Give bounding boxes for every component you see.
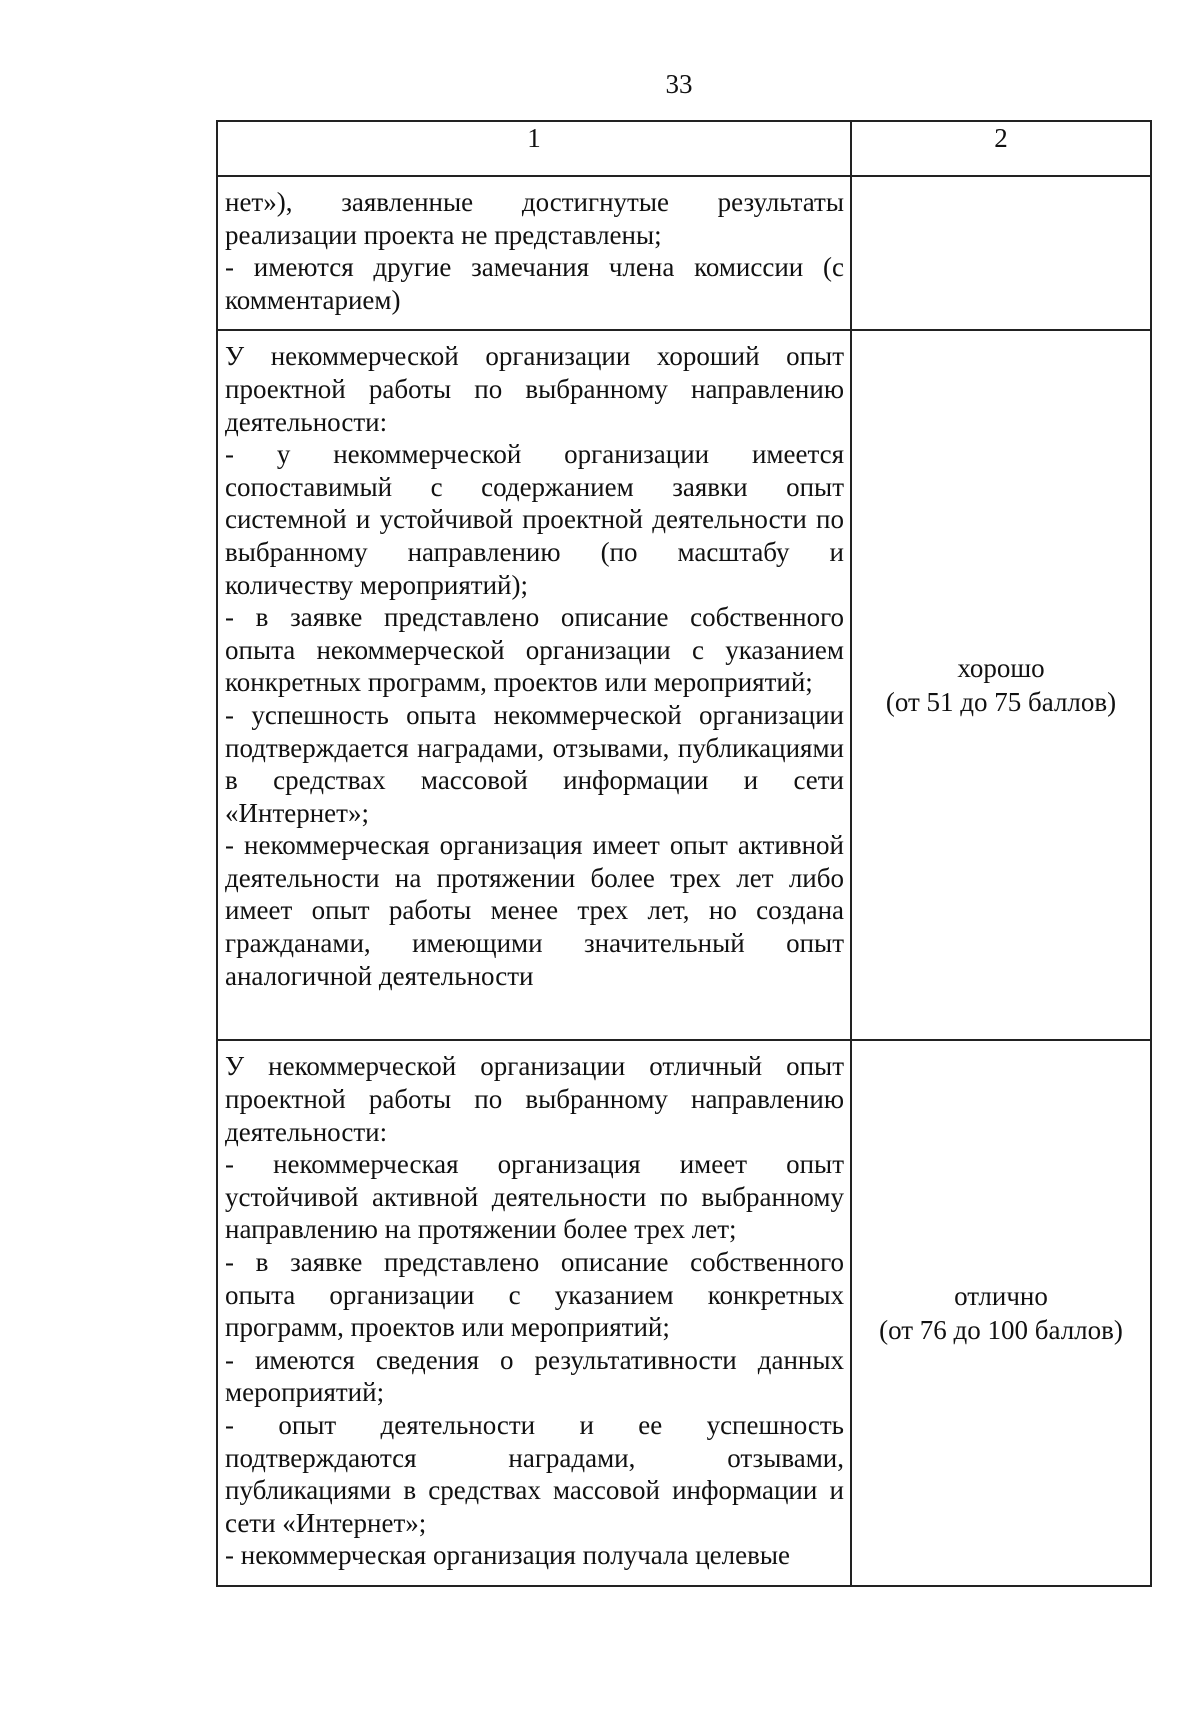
criteria-description-cell bbox=[217, 1040, 851, 1586]
rating-range: (от 51 до 75 баллов) bbox=[885, 687, 1117, 718]
criteria-description-cell bbox=[217, 176, 851, 330]
criteria-paragraph: У некоммерческой организации хороший опыт проектной работы по выбранному направлению деятельности: bbox=[225, 341, 844, 437]
criteria-description-cell bbox=[217, 330, 851, 1040]
criteria-table bbox=[216, 120, 1152, 1587]
criteria-paragraph: - в заявке представлено описание собственного опыта организации с указанием конкретных программ, проектов или мероприятий; bbox=[225, 1246, 844, 1343]
table-row bbox=[217, 1040, 1151, 1586]
rating-range: (от 76 до 100 баллов) bbox=[879, 1315, 1123, 1346]
rating-cell bbox=[851, 330, 1151, 1040]
rating-label: хорошо bbox=[957, 653, 1045, 684]
criteria-paragraph: - успешность опыта некоммерческой организации подтверждается наградами, отзывами, публикациями в средствах массовой информации и сети «Интернет»; bbox=[225, 699, 844, 828]
table-row bbox=[217, 330, 1151, 1040]
criteria-paragraph: - опыт деятельности и ее успешность подтверждаются наградами, отзывами, публикациями в средствах массовой информации и сети «Интернет»; bbox=[225, 1409, 844, 1538]
column-header-1: 1 bbox=[217, 121, 851, 176]
criteria-paragraph: - у некоммерческой организации имеется сопоставимый с содержанием заявки опыт системной и устойчивой проектной деятельности по выбранному направлению (по масштабу и количеству мероприятий); bbox=[225, 439, 844, 600]
criteria-paragraph: - некоммерческая организация имеет опыт устойчивой активной деятельности по выбранному направлению на протяжении более трех лет; bbox=[225, 1149, 844, 1245]
criteria-paragraph: - имеются другие замечания члена комиссии (с комментарием) bbox=[225, 252, 844, 315]
table-header-row bbox=[217, 121, 1151, 176]
table-row bbox=[217, 176, 1151, 330]
criteria-paragraph: - имеются сведения о результативности данных мероприятий; bbox=[225, 1344, 844, 1408]
criteria-paragraph: - некоммерческая организация имеет опыт активной деятельности на протяжении более трех лет либо имеет опыт работы менее трех лет, но создана гражданами, имеющими значительный опыт аналогичной деятельности bbox=[225, 830, 844, 991]
rating-label: отлично bbox=[954, 1281, 1048, 1312]
criteria-paragraph: - в заявке представлено описание собственного опыта некоммерческой организации с указанием конкретных программ, проектов или мероприятий; bbox=[225, 602, 844, 698]
rating-cell bbox=[851, 176, 1151, 330]
criteria-paragraph: нет»), заявленные достигнутые результаты реализации проекта не представлены; bbox=[225, 187, 844, 250]
criteria-paragraph: - некоммерческая организация получала целевые bbox=[225, 1540, 790, 1571]
criteria-paragraph: У некоммерческой организации отличный опыт проектной работы по выбранному направлению деятельности: bbox=[225, 1051, 844, 1147]
page-number: 33 bbox=[665, 69, 693, 99]
column-header-2: 2 bbox=[851, 121, 1151, 176]
rating-cell bbox=[851, 1040, 1151, 1586]
